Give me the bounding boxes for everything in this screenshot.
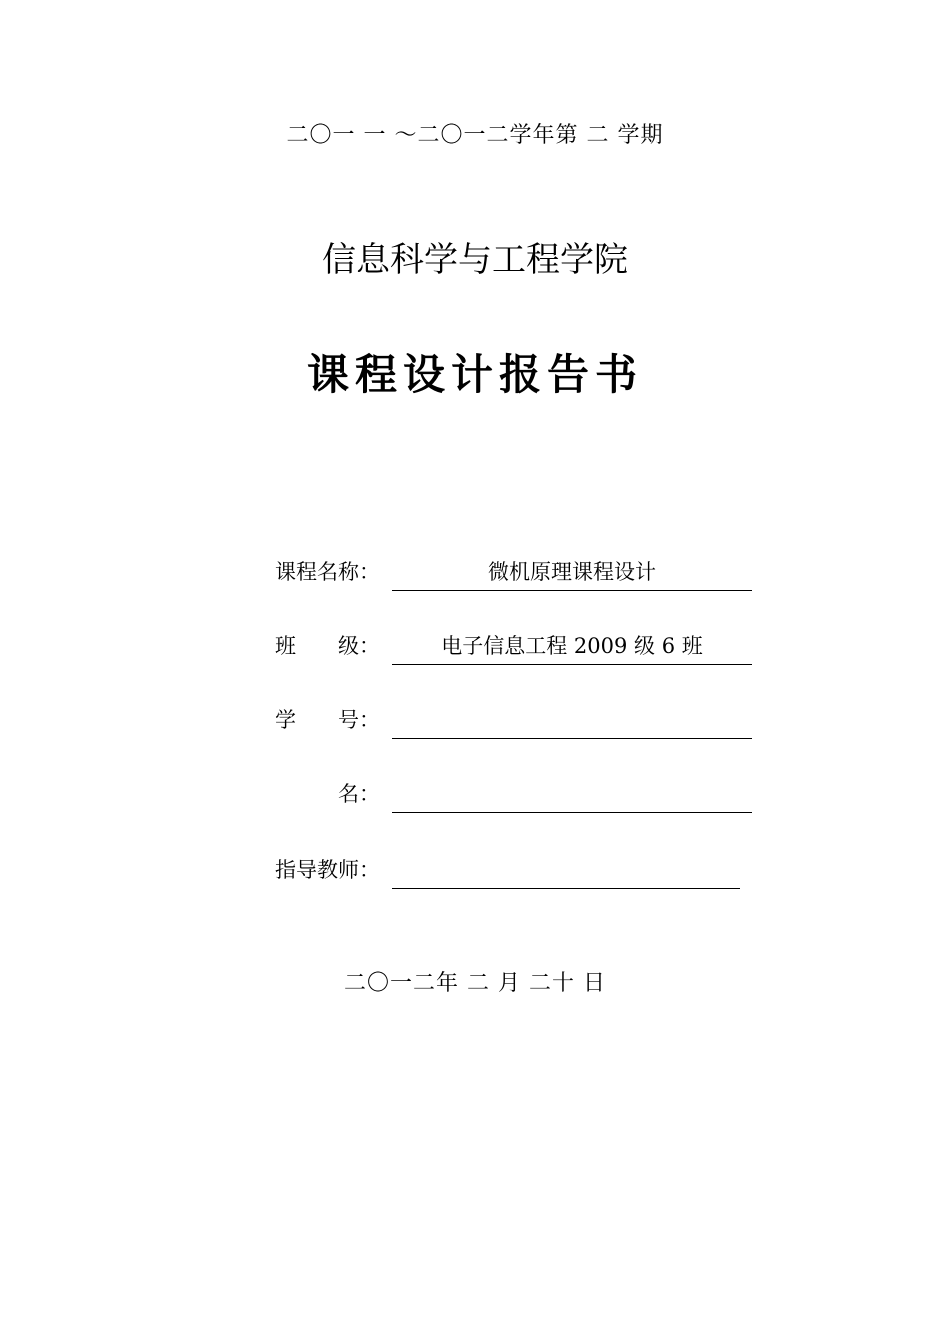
report-date: 二〇一二年 二 月 二十 日 (344, 971, 606, 996)
advisor-line (392, 854, 740, 889)
course-name-label: 课程名称： (275, 560, 380, 584)
student-id-line (392, 704, 752, 739)
student-id-label: 学 号： (275, 708, 380, 732)
class-value: 电子信息工程 2009 级 6 班 (441, 634, 703, 658)
document-title: 课程设计报告书 (306, 350, 643, 399)
advisor-label: 指导教师： (275, 858, 380, 882)
name-label: 名： (275, 782, 380, 806)
college-name: 信息科学与工程学院 (322, 240, 628, 280)
semester-line: 二〇一 一 ～二〇一二学年第 二 学期 (286, 123, 664, 148)
class-label: 班 级： (275, 634, 380, 658)
course-name-value: 微机原理课程设计 (488, 560, 656, 584)
class-line (392, 630, 752, 665)
course-name-line (392, 556, 752, 591)
name-line (392, 778, 752, 813)
